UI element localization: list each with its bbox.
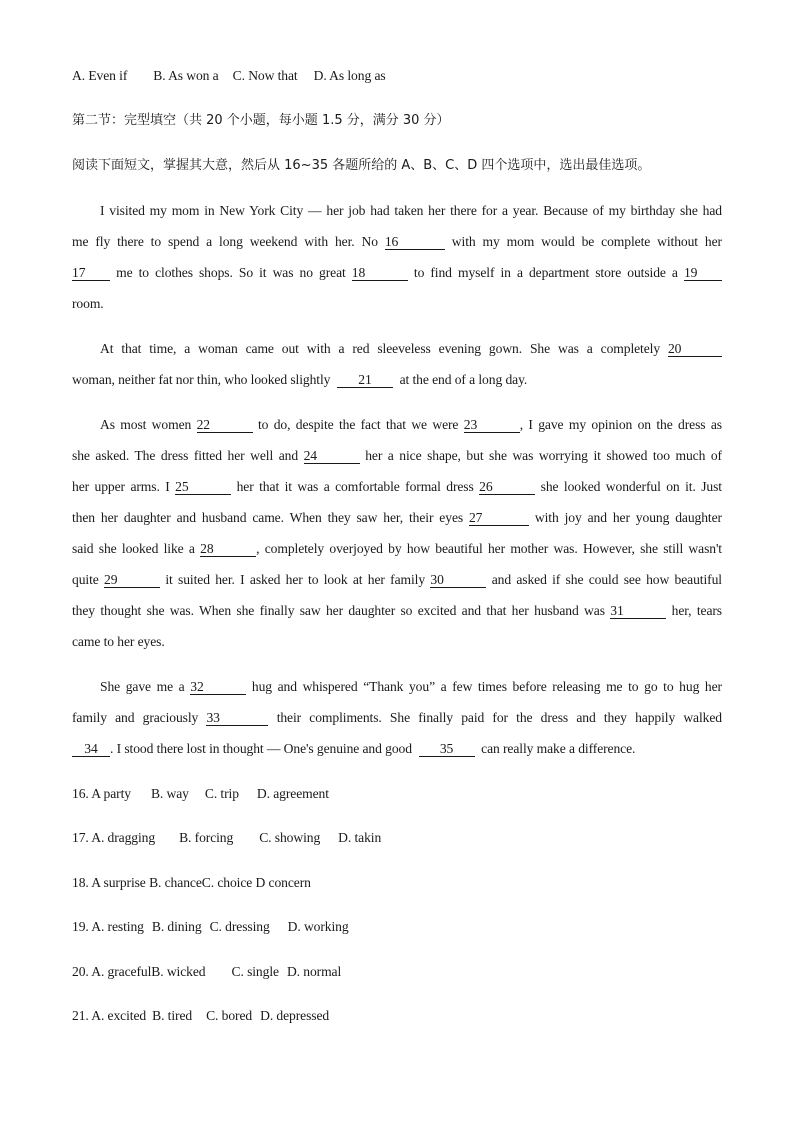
blank-34: 34 <box>72 741 110 757</box>
blank-35: 35 <box>419 741 475 757</box>
option-b: B. As won a <box>153 68 219 83</box>
blank-32: 32 <box>190 679 246 695</box>
option-a: A. Even if <box>72 68 128 83</box>
p1-line-1: I visited my mom in New York City — her job had taken her there for a year. Because of my birthday she had <box>100 203 722 218</box>
p1-line-2: me fly there to spend a long weekend with her. No 16 with my mom would be complete without her <box>72 234 722 249</box>
p3-line-2: she asked. The dress fitted her well and 24 her a nice shape, but she was worrying it showed too much of <box>72 448 722 463</box>
blank-23: 23 <box>464 417 520 433</box>
blank-31: 31 <box>610 603 666 619</box>
question-21: 21. A. excited B. tired C. bored D. depressed <box>72 1008 330 1023</box>
blank-27: 27 <box>469 510 529 526</box>
blank-30: 30 <box>430 572 486 588</box>
blank-16: 16 <box>385 234 445 250</box>
question-16: 16. A party B. way C. trip D. agreement <box>72 786 329 801</box>
p3-line-3: her upper arms. I 25 her that it was a comfortable formal dress 26 she looked wonderful on it. Just <box>72 479 722 494</box>
p3-line-8: came to her eyes. <box>72 634 165 649</box>
p1-line-4: room. <box>72 296 104 311</box>
p2-line-1: At that time, a woman came out with a red sleeveless evening gown. She was a completely 20 <box>100 340 722 358</box>
p4-line-3: 34 . I stood there lost in thought — One's genuine and good 35 can really make a difference. <box>72 740 722 758</box>
blank-18: 18 <box>352 265 408 281</box>
option-c: C. Now that <box>232 68 298 83</box>
question-17: 17. A. dragging B. forcing C. showing D. takin <box>72 830 382 845</box>
question-18: 18. A surprise B. chanceC. choice D concern <box>72 875 311 890</box>
p3-line-4: then her daughter and husband came. When they saw her, their eyes 27 with joy and her young daughter <box>72 510 722 525</box>
prev-question-options <box>72 67 722 85</box>
option-d: D. As long as <box>313 68 386 83</box>
blank-28: 28 <box>200 541 256 557</box>
blank-26: 26 <box>479 479 535 495</box>
question-19: 19. A. resting B. dining C. dressing D. working <box>72 919 349 934</box>
question-20: 20. A. gracefulB. wicked C. single D. normal <box>72 964 342 979</box>
p1-line-3: 17 me to clothes shops. So it was no great 18 to find myself in a department store outside a 19 <box>72 264 722 282</box>
p4-line-2: family and graciously 33 their compliments. She finally paid for the dress and they happily walked <box>72 710 722 725</box>
blank-29: 29 <box>104 572 160 588</box>
blank-22: 22 <box>197 417 253 433</box>
p3-line-7: they thought she was. When she finally saw her daughter so excited and that her husband was 31 her, tears <box>72 603 722 618</box>
p3-line-6: quite 29 it suited her. I asked her to look at her family 30 and asked if she could see how beautiful <box>72 572 722 587</box>
blank-21: 21 <box>337 372 393 388</box>
blank-17: 17 <box>72 265 110 281</box>
blank-24: 24 <box>304 448 360 464</box>
blank-20: 20 <box>668 341 722 357</box>
blank-19: 19 <box>684 265 722 281</box>
blank-25: 25 <box>175 479 231 495</box>
p2-line-2: woman, neither fat nor thin, who looked slightly 21 at the end of a long day. <box>72 372 528 387</box>
p3-line-5: said she looked like a 28 , completely overjoyed by how beautiful her mother was. However, she still wasn't <box>72 541 722 556</box>
blank-33: 33 <box>206 710 268 726</box>
section-heading: 第二节：完型填空（共 20 个小题，每小题 1.5 分，满分 30 分） <box>72 113 450 128</box>
p4-line-1: She gave me a 32 hug and whispered “Thank you” a few times before releasing me to go to hug her <box>100 679 722 694</box>
p3-line-1: As most women 22 to do, despite the fact that we were 23 , I gave my opinion on the dress as <box>100 417 722 432</box>
section-instruction: 阅读下面短文，掌握其大意，然后从 16~35 各题所给的 A、B、C、D 四个选项中，选出最佳选项。 <box>72 158 651 173</box>
